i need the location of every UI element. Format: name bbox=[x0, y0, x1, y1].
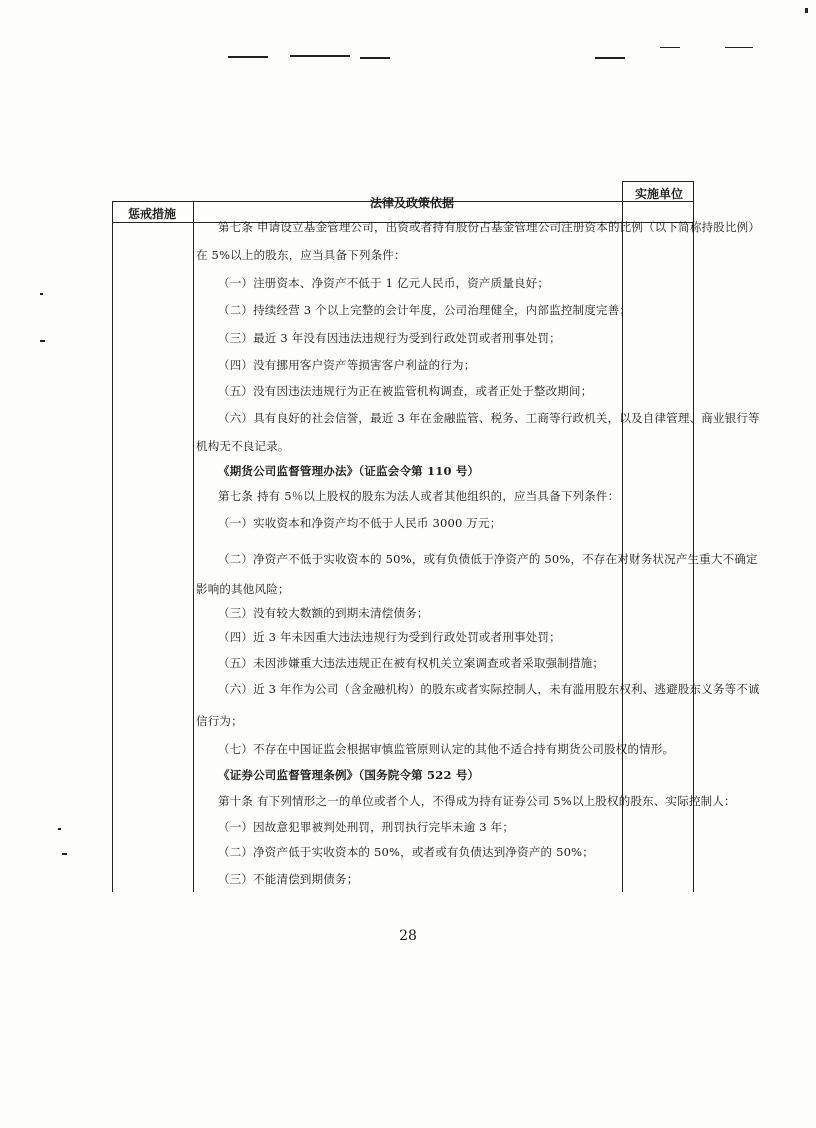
text-line: （六）具有良好的社会信誉，最近 3 年在金融监管、税务、工商等行政机关，以及自律管理、商业银行等 bbox=[218, 411, 760, 425]
header-legal-basis: 法律及政策依据 bbox=[370, 196, 455, 210]
text-line: 第七条 持有 5％以上股权的股东为法人或者其他组织的，应当具备下列条件： bbox=[218, 489, 620, 503]
text-line: 机构无不良记录。 bbox=[196, 439, 290, 453]
text-line: （二）净资产低于实收资本的 50%，或者或有负债达到净资产的 50%； bbox=[218, 845, 594, 859]
page-number: 28 bbox=[399, 928, 417, 944]
text-line: （七）不存在中国证监会根据审慎监管原则认定的其他不适合持有期货公司股权的情形。 bbox=[218, 742, 675, 756]
text-line: （一）因故意犯罪被判处刑罚，刑罚执行完毕未逾 3 年； bbox=[218, 820, 515, 834]
text-line: （一）注册资本、净资产不低于 1 亿元人民币，资产质量良好； bbox=[218, 276, 550, 290]
header-implementing-unit: 实施单位 bbox=[635, 187, 684, 201]
text-line: 信行为； bbox=[196, 714, 243, 728]
text-line: （四）近 3 年未因重大违法违规行为受到行政处罚或者刑事处罚； bbox=[218, 630, 561, 644]
regulation-title: 《证券公司监督管理条例》（国务院令第 522 号） bbox=[218, 768, 480, 782]
text-line: （五）没有因违法违规行为正在被监管机构调查，或者正处于整改期间； bbox=[218, 384, 593, 398]
header-penalty-measures: 惩戒措施 bbox=[128, 207, 177, 221]
text-line: （五）未因涉嫌重大违法违规正在被有权机关立案调查或者采取强制措施； bbox=[218, 656, 605, 670]
policy-table bbox=[112, 181, 761, 892]
text-line: （三）不能清偿到期债务； bbox=[218, 872, 359, 886]
text-line: （三）没有较大数额的到期未清偿债务； bbox=[218, 606, 429, 620]
regulation-title: 《期货公司监督管理办法》（证监会令第 110 号） bbox=[218, 464, 480, 478]
text-line: （四）没有挪用客户资产等损害客户利益的行为； bbox=[218, 358, 476, 372]
text-line: （三）最近 3 年没有因违法违规行为受到行政处罚或者刑事处罚； bbox=[218, 331, 561, 345]
text-line: 在 5%以上的股东，应当具备下列条件： bbox=[196, 248, 406, 262]
text-line: （二）净资产不低于实收资本的 50%，或有负债低于净资产的 50%，不存在对财务状况产生重大不确定 bbox=[218, 552, 758, 566]
text-line: 第十条 有下列情形之一的单位或者个人，不得成为持有证券公司 5%以上股权的股东、实际控制人： bbox=[218, 794, 736, 808]
text-line: （一）实收资本和净资产均不低于人民币 3000 万元； bbox=[218, 516, 502, 530]
text-line: （六）近 3 年作为公司（含金融机构）的股东或者实际控制人，未有滥用股东权利、逃避股东义务等不诚 bbox=[218, 682, 760, 696]
text-line: 影响的其他风险； bbox=[196, 582, 290, 596]
text-line: （二）持续经营 3 个以上完整的会计年度，公司治理健全，内部监控制度完善； bbox=[218, 303, 632, 317]
text-line: 第七条 申请设立基金管理公司，出资或者持有股份占基金管理公司注册资本的比例（以下简称持股比例） bbox=[218, 220, 761, 234]
